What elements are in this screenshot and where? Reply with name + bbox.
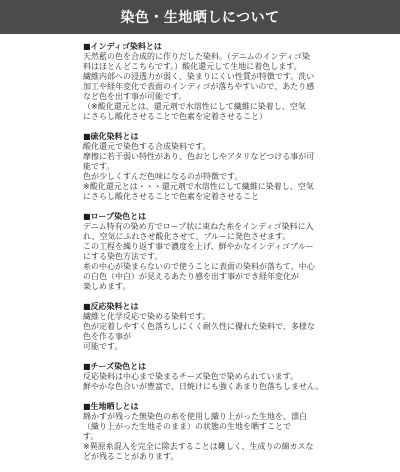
section-title: ■ロープ染色とは <box>83 212 147 221</box>
section-text-line: デニム特有の染め方でロープ状に束ねた糸をインディゴ染料に入 <box>83 222 314 231</box>
section-text-line: ※異原糸混入を完全に除去することは難しく、生成りの綿カスな <box>83 442 314 451</box>
section <box>83 362 395 392</box>
section <box>83 132 395 202</box>
section-text-line: どが残ることがあります。 <box>83 452 179 461</box>
section-text-line: 料はほとんどこちらです。）酸化還元して生地に着色します。 <box>83 62 302 71</box>
section-text-line: にさらし酸化させることで色素を定着させること <box>83 192 259 201</box>
section-text-line: 色が少しくすんだ色味になるのが特徴です。 <box>83 172 243 181</box>
page-header <box>0 0 400 34</box>
section-text-line: （※酸化還元とは、還元剤で水溶性にして繊維に染着し、空気 <box>83 102 306 111</box>
section-text-line: 可能です。 <box>83 342 123 351</box>
section-text-line: にさらし酸化させることで色素を定着させること） <box>83 112 267 121</box>
section-text-line: 加工や経年変化で表面のインディゴが落ちやすいので、あたり感 <box>83 82 315 91</box>
section-text-line: この工程を繰り返す事で濃度を上げ、鮮やかなインディゴブルー <box>83 242 314 251</box>
content-body <box>83 42 395 472</box>
section-text-line: 糸の中心が染まらないので使うことに表面の染料が落ちて、中心 <box>83 262 315 271</box>
section <box>83 212 395 292</box>
page-title: 染色・生地晒しについて <box>120 10 280 26</box>
sections-container <box>83 42 395 462</box>
section-text-line: 摩擦に若干弱い特性があり、色おとしやアタリなどつける事が可 <box>83 152 315 161</box>
section-text-line: 楽しめます。 <box>83 282 131 291</box>
section-text-line: 鮮やかな色合いが豊富で、日焼けにも強くあまり色落ちしません。 <box>83 382 324 391</box>
section-title: ■チーズ染色とは <box>83 362 147 371</box>
section-text-line: す。 <box>83 432 99 441</box>
section-text-line: にする染色方法です。 <box>83 252 163 261</box>
section-text-line: など色を出す事が可能です。 <box>83 92 187 101</box>
section-text-line: の白色（中白）が見えるあたり感を出す事ができ経年変化が <box>83 272 299 281</box>
section-text-line: 酸化還元で染色する合成染料です。 <box>83 142 211 151</box>
section-text-line: （織り上がった生地そのまま）の状態の生地を晒すことで <box>83 422 291 431</box>
section-text-line: ※酸化還元とは・・・還元剤で水溶性にして繊維に染着し、空気 <box>83 182 314 191</box>
section-text-line: 綿かすが残った無染色の糸を使用し織り上がった生地を、漂白 <box>83 412 307 421</box>
section <box>83 302 395 352</box>
section-text-line: 能です。 <box>83 162 115 171</box>
section-text-line: 反応染料は中心まで染まるチーズ染色で染められています。 <box>83 372 298 381</box>
section-text-line: 色が定着しやすく色落ちしにくく耐久性に優れた染料で、多様な <box>83 322 315 331</box>
section-text-line: 繊維と化学反応で染める染料です。 <box>83 312 211 321</box>
section-text-line: 天然藍の色を合成的に作りだした染料。（デニムのインディゴ染 <box>83 52 311 61</box>
section-title: ■生地晒しとは <box>83 402 139 411</box>
section-title: ■インディゴ染料とは <box>83 42 162 51</box>
section-title: ■硫化染料とは <box>83 132 139 141</box>
section-text-line: 繊維内部への浸透力が弱く、染まりにくい性質が特徴です。洗い <box>83 72 315 81</box>
section-title: ■反応染料とは <box>83 302 139 311</box>
section <box>83 42 395 122</box>
section-text-line: 色を作る事が <box>83 332 131 341</box>
section-text-line: れ、空気にふれさせ酸化させて、ブルーに発色させます。 <box>83 232 291 241</box>
section <box>83 402 395 462</box>
